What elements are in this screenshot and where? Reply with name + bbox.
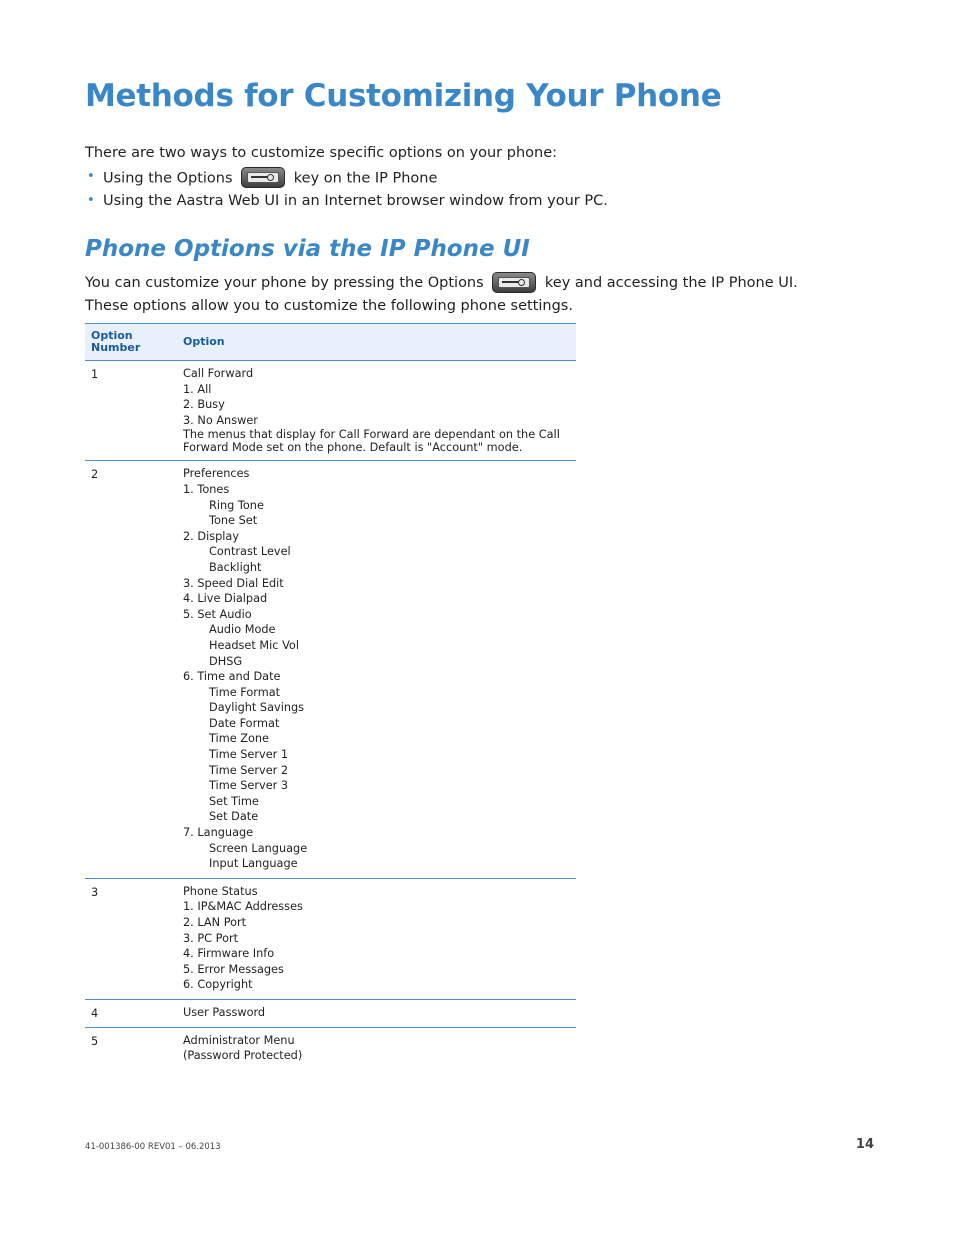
option-item: Time Server 2 [209, 763, 289, 777]
option-cell [177, 361, 576, 461]
option-note: The menus that display for Call Forward are dependant on the Call Forward Mode set on the phone. Default is "Account" mode. [183, 428, 560, 454]
bullet-text-web-ui: Using the Aastra Web UI in an Internet browser window from your PC. [103, 193, 608, 209]
option-number-cell: 5 [91, 1034, 99, 1048]
section-text-after: key and accessing the IP Phone UI. [544, 275, 798, 291]
option-cell [177, 999, 576, 1027]
method-list [85, 168, 608, 216]
option-item: 6. Copyright [183, 978, 253, 992]
option-title: Preferences [183, 467, 250, 481]
bullet-icon: • [87, 169, 95, 184]
option-item: Headset Mic Vol [209, 638, 299, 652]
section-text-before: You can customize your phone by pressing the Options [85, 275, 484, 291]
option-item: Audio Mode [209, 623, 276, 637]
option-item: 6. Time and Date [183, 670, 281, 684]
table-row [85, 878, 576, 999]
option-item: Daylight Savings [209, 701, 305, 715]
section-text [85, 272, 798, 318]
page-title: Methods for Customizing Your Phone [85, 78, 722, 114]
option-item: Date Format [209, 716, 280, 730]
bullet-text-options-after: key on the IP Phone [293, 170, 438, 187]
option-number-cell: 4 [85, 999, 177, 1027]
option-item: Time Server 1 [209, 748, 289, 762]
option-item: Screen Language [209, 841, 308, 855]
option-item: 2. Busy [183, 398, 225, 412]
header-option-number: Option Number [85, 324, 177, 361]
option-cell [177, 461, 576, 878]
table-header-row [85, 324, 576, 361]
table-body [85, 361, 576, 1070]
footer-doc-id: 41-001386-00 REV01 – 06.2013 [85, 1142, 221, 1152]
option-item: Time Zone [209, 732, 269, 746]
option-item: Tone Set [209, 514, 258, 528]
option-item: 1. IP&MAC Addresses [183, 900, 303, 914]
options-table [85, 323, 576, 1070]
table-row [85, 361, 576, 461]
option-item: 2. Display [183, 529, 240, 543]
option-item: 4. Live Dialpad [183, 592, 268, 606]
option-item: 3. Speed Dial Edit [183, 576, 284, 590]
option-item: Ring Tone [209, 498, 264, 512]
section-paragraph-2: These options allow you to customize the following phone settings. [85, 298, 573, 314]
option-item: 5. Error Messages [183, 962, 284, 976]
section-paragraph [85, 272, 798, 295]
option-title: Call Forward [183, 367, 254, 380]
options-key-icon [492, 272, 536, 293]
list-item [85, 168, 608, 192]
option-item: Time Format [209, 685, 281, 699]
option-item: Input Language [209, 857, 298, 871]
bullet-text-options-before: Using the Options [103, 170, 233, 187]
option-item: Set Date [209, 810, 259, 824]
list-item [85, 192, 608, 216]
option-title: Phone Status [183, 884, 258, 898]
option-title: Administrator Menu [183, 1033, 295, 1047]
option-item: (Password Protected) [183, 1049, 303, 1063]
header-option: Option [177, 324, 576, 361]
option-number-cell: 1 [85, 361, 177, 461]
table-row [85, 1027, 576, 1070]
option-item: Contrast Level [209, 545, 291, 559]
table-row [85, 461, 576, 878]
option-item: DHSG [209, 654, 243, 668]
option-number-cell: 2 [85, 461, 177, 878]
option-item: 3. No Answer [183, 413, 258, 427]
option-item: 1. Tones [183, 482, 230, 496]
option-cell [177, 1027, 576, 1070]
options-key-icon [241, 167, 285, 188]
option-item: 2. LAN Port [183, 916, 247, 929]
section-title: Phone Options via the IP Phone UI [85, 236, 530, 262]
option-title: User Password [183, 1005, 266, 1019]
option-item: 4. Firmware Info [183, 947, 275, 961]
intro-text: There are two ways to customize specific options on your phone: [85, 145, 558, 161]
option-item: 1. All [183, 382, 212, 396]
page-number: 14 [855, 1137, 874, 1152]
option-item: Set Time [209, 794, 259, 808]
table-row [85, 999, 576, 1027]
option-cell [177, 878, 576, 999]
option-item: Backlight [209, 560, 262, 574]
option-item: 7. Language [183, 826, 254, 840]
option-item: 5. Set Audio [183, 607, 252, 621]
bullet-icon: • [87, 193, 95, 208]
option-number-cell: 3 [85, 878, 177, 999]
option-item: 3. PC Port [183, 931, 239, 945]
option-item: Time Server 3 [209, 779, 289, 793]
